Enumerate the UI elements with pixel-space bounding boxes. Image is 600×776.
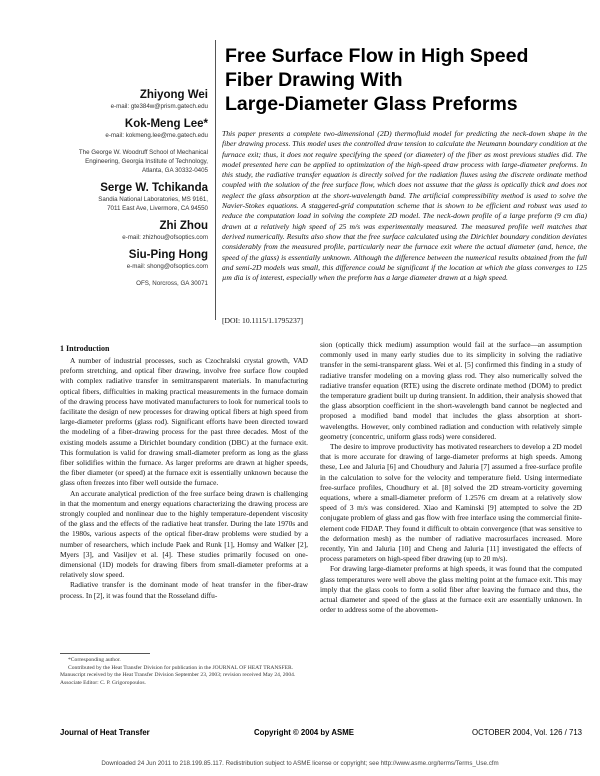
paragraph: sion (optically thick medium) assumption would fail at the surface—an assumption commonly used in many early studies due to its simplicity in solving the radiative transfer in the semi-transparent glass. Wei et al. [5] confirmed this finding in a study of radiative transfer modeling on a moving glass rod. They also numerically solved the radiative transfer equation (RTE) using the discrete ordinate method (DOM) to predict the temperature gradient built up during transient. In addition, their analysis showed that the glass absorption coefficient in the short-wavelength band cannot be neglected and proposed a modified band model that includes the glass absorption at short-wavelengths. However, only combined radiation and conduction with relatively simple geometry (concentric, uniform glass rods) were considered. [320, 340, 582, 441]
author-email[interactable]: e-mail: gte384w@prism.gatech.edu [110, 103, 208, 110]
affiliation-line: The George W. Woodruff School of Mechanical [78, 149, 208, 156]
author-email[interactable]: e-mail: zhizhou@ofsoptics.com [122, 234, 208, 241]
title-line-1: Free Surface Flow in High Speed [225, 45, 529, 67]
body-column-right [320, 340, 582, 615]
author-affiliation [20, 148, 208, 175]
author-list [20, 88, 208, 288]
footer-issue: OCTOBER 2004, Vol. 126 / 713 [472, 728, 582, 737]
footer-journal: Journal of Heat Transfer [60, 728, 150, 737]
author-email[interactable]: e-mail: shong@ofsoptics.com [126, 263, 208, 270]
affiliation-line: Engineering, Georgia Institute of Technology, [85, 158, 208, 165]
footnote: *Corresponding author. [68, 657, 121, 663]
title-line-2: Fiber Drawing With [225, 69, 403, 91]
affiliation-line: 7011 East Ave, Livermore, CA 94550 [107, 205, 208, 212]
author-block [20, 117, 208, 175]
author-name: Serge W. Tchikanda [100, 182, 208, 194]
paper-title [225, 44, 585, 116]
footnotes [60, 657, 308, 687]
footer-copyright: Copyright © 2004 by ASME [254, 728, 354, 737]
footnote-rule [60, 653, 150, 654]
affiliation-line: OFS, Norcross, GA 30071 [136, 280, 208, 287]
section-heading: 1 Introduction [60, 344, 110, 353]
paragraph: A number of industrial processes, such as Czochralski crystal growth, VAD preform stretching, and optical fiber drawing, involve free surface flow coupled with complex radiative transfer in semitransparent materials. In manufacturing optical fibers, difficulties in making practical measurements in the furnace domain of the drawing process have motivated manufacturers to look for numerical tools to facilitate the design of new processes for drawing optical fibers at high speed from large-diameter preforms (glass rod). Significant efforts have been directed toward the modeling of a fiber-drawing process for the past three decades. Most of the existing models assume a Dirichlet boundary condition (DBC) at the furnace exit. This formulation is valid for drawing small-diameter preform as long as the glass fiber solidifies within the furnace. As larger preforms are drawn at higher speeds, the fiber diameter (or speed) at the furnace exit is essentially unknown because the glass often freezes into fiber well outside the furnace. [60, 356, 308, 488]
author-block [20, 248, 208, 288]
author-block [20, 88, 208, 111]
author-block [20, 181, 208, 213]
title-line-3: Large-Diameter Glass Preforms [225, 93, 518, 115]
paragraph: Radiative transfer is the dominant mode of heat transfer in the fiber-draw process. In [2], it was found that the Rosseland diffu- [60, 580, 308, 600]
author-name: Siu-Ping Hong [128, 249, 208, 261]
author-affiliation [20, 195, 208, 213]
paragraph: An accurate analytical prediction of the free surface being drawn is challenging in that the momentum and energy equations characterizing the drawing process are strongly coupled and nonlinear due to the highly temperature-dependent viscosity of the glass and the effects of the radiative heat transfer. During the late 1970s and the 1980s, various aspects of the optical fiber-draw problems were studied by a number of researchers, which include Paek and Runk [1], Homsy and Walker [2], Myers [3], and Vasiljev et al. [4]. These studies primarily focused on one-dimensional (1D) models for drawing fibers from small-diameter preforms at a relatively slow speed. [60, 488, 308, 580]
author-name: Zhi Zhou [159, 220, 208, 232]
author-name: Kok-Meng Lee* [124, 118, 208, 130]
download-notice[interactable]: Downloaded 24 Jun 2011 to 218.199.85.117. Redistribution subject to ASME license or copyright; see http://www.asme.org/terms/Terms_Use.cfm [101, 760, 499, 767]
author-block [20, 219, 208, 242]
footnote: Contributed by the Heat Transfer Division for publication in the JOURNAL OF HEAT TRANSFER. Manuscript received by the Heat Transfer Division September 23, 2003; revision received May 24, 2004. Associate Editor: C. P. Grigoropoulos. [60, 664, 296, 686]
affiliation-line: Atlanta, GA 30332-0405 [141, 167, 208, 174]
author-name: Zhiyong Wei [139, 89, 208, 101]
paragraph: For drawing large-diameter preforms at high speeds, it was found that the computed glass temperatures were well above the glass melting point at the furnace exit. This may imply that the glass cools to form a solid fiber after leaving the furnace and thus, the actual diameter and speed of the glass at the furnace exit are essentially unknown. In order to address some of the abovemen- [320, 564, 582, 615]
paragraph: The desire to improve productivity has motivated researchers to develop a 2D model that is more accurate for drawing of large-diameter preforms at high speeds. Among these, Lee and Jaluria [6] and Choudhury and Jaluria [7] assumed a free-surface profile in the calculation to solve for the velocity and temperature field. Using intermediate free-surface profiles, Choudhury et al. [8] solved the 2D stream-vorticity governing equations, where a small-diameter preform of 1.2576 cm dream at a relatively slow speed of 3 m/s was considered. Xiao and Kaminski [9] attempted to solve the 2D conjugate problem of glass and gas flow with free interface using the commercial finite-element code FIDAP. They found it difficult to obtain convergence (that was sensitive to the deformation mesh) as the number of radiative macrosurfaces increased. More recently, Yin and Jaluria [10] and Cheng and Jaluria [11] investigated the effects of process parameters on high-speed fiber drawing (up to 20 m/s). [320, 442, 582, 564]
body-column-left [60, 356, 308, 601]
author-affiliation [20, 279, 208, 288]
affiliation-line: Sandia National Laboratories, MS 9161, [98, 196, 208, 203]
abstract: This paper presents a complete two-dimensional (2D) thermofluid model for predicting the neck-down shape in the fiber drawing process. This model uses the controlled draw tension to calculate the Neumann boundary condition at the furnace exit; thus, it does not require specifying the speed (or diameter) of the fiber as most previous studies did. The model presented here can be applied to optimization of the high-speed draw process with large-diameter preforms. In this study, the radiative transfer equation is directly solved for the radiation fluxes using the discrete ordinate method coupled with the solution of the free surface flow, which does not assume that the glass is optically thick and does not neglect the glass absorption at the short-wavelength band. The artificial compressibility method is used to solve the Navier-Stokes equations. A staggered-grid computation scheme that is shown to be efficient and robust was used to reduce the computation load in solving the complete 2D model. The neck-down profile of a large preform (9 cm dia) drawn at a relatively high speed of 25 m/s was experimentally measured. The measured profile well matches that derived numerically. Results also show that the free surface calculated using the Dirichlet boundary condition deviates considerably from the measured profile, particularly near the furnace exit where the actual diameter (and, hence, the speed of the glass) is essentially unknown. Although the difference between the numerical results obtained from the full and semi-2D models was small, this difference could be significant if the location at which the glass converges to 125 µm dia is of interest, especially when the preform has a large diameter drawn at a high speed. [222, 129, 587, 283]
author-email[interactable]: e-mail: kokmeng.lee@me.gatech.edu [105, 132, 208, 139]
doi[interactable]: [DOI: 10.1115/1.1795237] [222, 316, 304, 325]
title-divider [215, 40, 216, 320]
